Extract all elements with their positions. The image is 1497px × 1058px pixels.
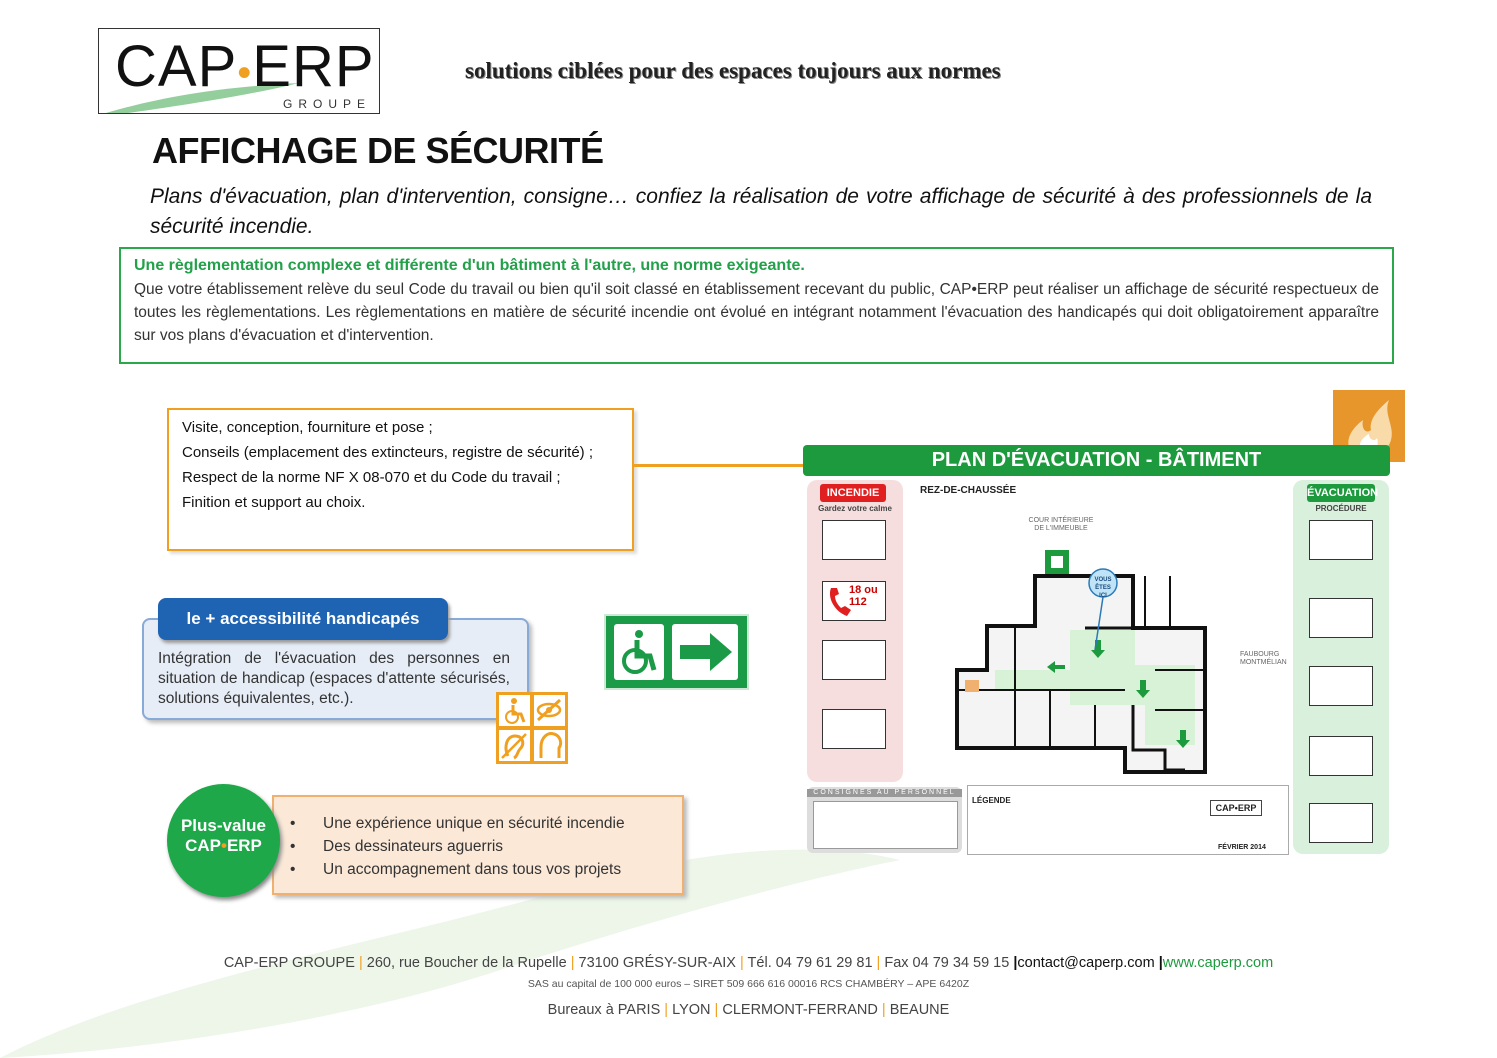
accessibility-icons	[496, 692, 568, 764]
services-box	[167, 408, 634, 551]
consignes-table: CONSIGNES AU PERSONNEL	[807, 787, 962, 853]
tagline: solutions ciblées pour des espaces toujours aux normes	[465, 58, 1001, 83]
company-logo: CAP•ERP GROUPE	[98, 28, 380, 114]
fire-exit-pictogram	[1309, 666, 1373, 706]
plan-legend: LÉGENDE CAP•ERP FÉVRIER 2014	[967, 785, 1289, 855]
you-are-here-label: VOUS ÊTES ICI	[1094, 577, 1112, 599]
footer-email[interactable]: contact@caperp.com	[1017, 955, 1155, 971]
legend-logo: CAP•ERP	[1210, 800, 1262, 816]
regulation-body: Que votre établissement relève du seul Code du travail ou bien qu'il soit classé en établissement recevant du public, CAP•ERP peut réaliser un affichage de sécurité respectueux de toutes les règlementations. Les règlementations en matière de sécurité incendie ont évolué en intégrant notamment l'évacuation des handicapés qui doit obligatoirement apparaître sur vos plans d'évacuation et d'intervention.	[134, 281, 1379, 344]
extinguisher-pictogram	[822, 640, 886, 680]
incendie-subtitle: Gardez votre calme	[818, 504, 892, 513]
plus-value-title: Plus-value	[180, 816, 267, 835]
service-item: Respect de la norme NF X 08-070 et du Code du travail ;	[182, 469, 561, 486]
plus-value-badge: Plus-value CAP•ERP	[167, 784, 280, 897]
footer-offices: Bureaux à PARIS | LYON | CLERMONT-FERRAND | BEAUNE	[547, 1002, 950, 1018]
exit-sign	[604, 614, 749, 690]
page-subtitle: Plans d'évacuation, plan d'intervention, consigne… confiez la réalisation de votre affichage de sécurité à des professionnels de la sécurité incendie.	[150, 185, 1372, 238]
alarm-pictogram	[822, 520, 886, 560]
list-item: • Un accompagnement dans tous vos projets	[290, 861, 622, 878]
plan-title-band: PLAN D'ÉVACUATION - BÂTIMENT	[803, 445, 1390, 476]
evacuation-label: ÉVACUATION	[1307, 484, 1375, 502]
phone-pictogram: 18 ou 112	[822, 581, 886, 621]
regulation-box	[119, 247, 1394, 364]
service-item: Conseils (emplacement des extincteurs, registre de sécurité) ;	[182, 444, 594, 461]
stairs-pictogram	[1309, 598, 1373, 638]
floor-plan	[955, 500, 1235, 780]
list-item: • Une expérience unique en sécurité incendie	[290, 815, 625, 832]
footer-legal: SAS au capital de 100 000 euros – SIRET 509 666 616 00016 RCS CHAMBÉRY – APE 6420Z	[527, 978, 970, 990]
page-title: AFFICHAGE DE SÉCURITÉ	[152, 130, 604, 171]
service-item: Finition et support au choix.	[182, 494, 366, 511]
street-label: FAUBOURG MONTMÉLIAN	[1240, 651, 1287, 666]
plus-value-list	[290, 812, 625, 881]
list-item: • Des dessinateurs aguerris	[290, 838, 504, 855]
footer-contact: CAP-ERP GROUPE | 260, rue Boucher de la Rupelle | 73100 GRÉSY-SUR-AIX | Tél. 04 79 61 29 81 | Fax 04 79 34 59 15 |contact@caperp.com |www.caperp.com	[223, 955, 1274, 971]
footer-website[interactable]: www.caperp.com	[1162, 955, 1274, 971]
no-elevator-pictogram	[1309, 803, 1373, 843]
door-pictogram	[822, 709, 886, 749]
regulation-heading: Une règlementation complexe et différente d'un bâtiment à l'autre, une norme exigeante.	[134, 257, 805, 274]
incendie-label: INCENDIE	[820, 484, 886, 502]
accessibility-text: Intégration de l'évacuation des personnes en situation de handicap (espaces d'attente sécurisés, solutions équivalentes, etc.).	[158, 650, 510, 707]
evacuation-subtitle: PROCÉDURE	[1315, 504, 1367, 513]
accessibility-tab: le + accessibilité handicapés	[158, 598, 448, 640]
floor-label: REZ-DE-CHAUSSÉE	[920, 485, 1017, 496]
service-item: Visite, conception, fourniture et pose ;	[182, 419, 433, 436]
no-return-pictogram	[1309, 736, 1373, 776]
evacuation-pictogram	[1309, 520, 1373, 560]
courtyard-label: COUR INTÉRIEURE DE L'IMMEUBLE	[1028, 517, 1094, 532]
